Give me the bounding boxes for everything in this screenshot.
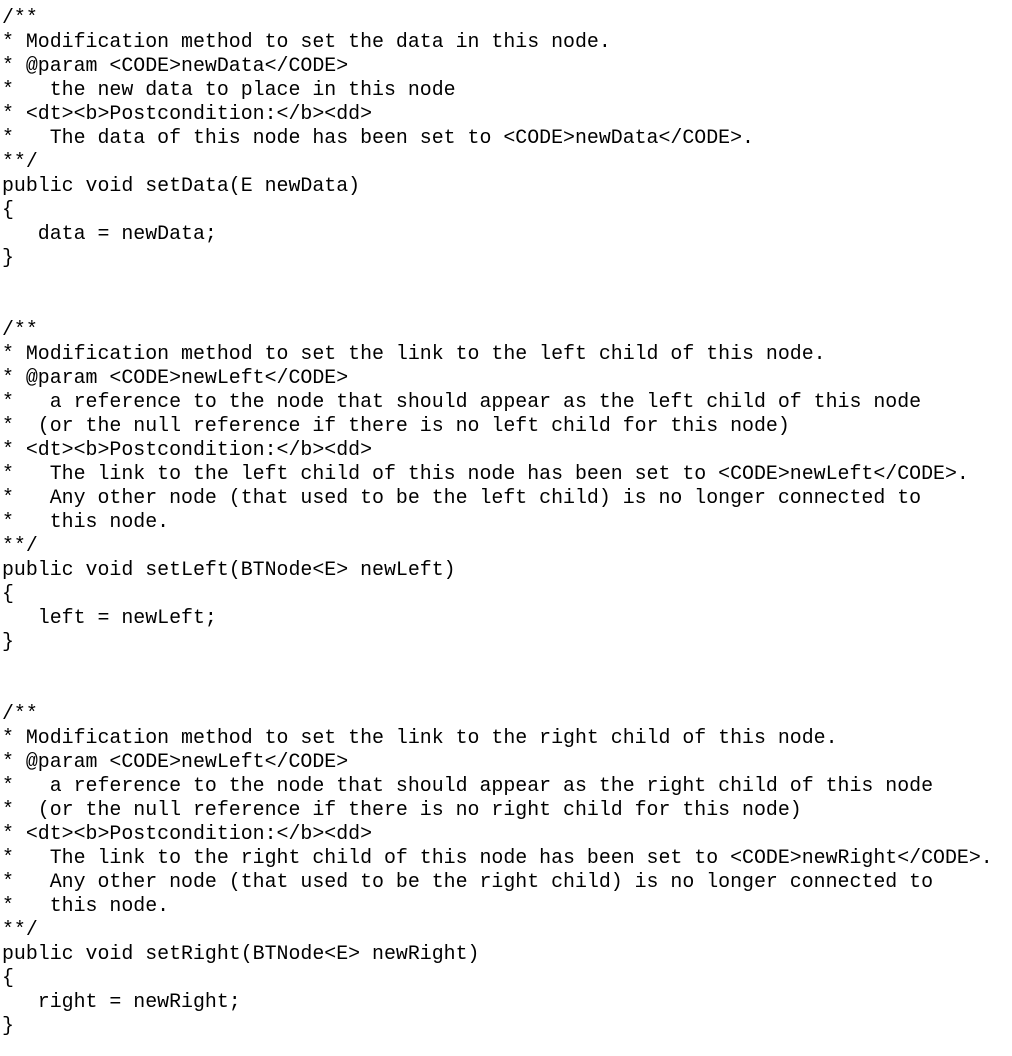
code-line: * Modification method to set the data in this node. [2,30,611,53]
code-line [2,678,993,702]
code-line [2,294,993,318]
code-line: public void setRight(BTNode<E> newRight) [2,942,480,965]
code-line: data = newData; [2,222,217,245]
code-line: * @param <CODE>newData</CODE> [2,54,349,77]
code-line: **/ [2,918,38,941]
code-line [2,654,993,678]
code-line: * Any other node (that used to be the left child) is no longer connected to [2,486,922,509]
code-line: * (or the null reference if there is no right child for this node) [2,798,802,821]
code-line: public void setLeft(BTNode<E> newLeft) [2,558,456,581]
code-line: **/ [2,150,38,173]
code-line: * <dt><b>Postcondition:</b><dd> [2,438,373,461]
code-line: * this node. [2,894,170,917]
code-line: } [2,630,14,653]
code-line: /** [2,318,38,341]
code-line: * a reference to the node that should appear as the right child of this node [2,774,934,797]
code-line: { [2,966,14,989]
code-line: * The link to the right child of this node has been set to <CODE>newRight</CODE>. [2,846,993,869]
code-listing [2,6,993,1038]
code-line: { [2,582,14,605]
code-line: * <dt><b>Postcondition:</b><dd> [2,102,373,125]
code-line: * this node. [2,510,170,533]
code-line: left = newLeft; [2,606,217,629]
code-line: { [2,198,14,221]
code-line: * (or the null reference if there is no left child for this node) [2,414,790,437]
code-line: * The data of this node has been set to <CODE>newData</CODE>. [2,126,754,149]
code-line: } [2,1014,14,1037]
code-line: * the new data to place in this node [2,78,456,101]
code-line: * a reference to the node that should appear as the left child of this node [2,390,922,413]
code-line: * <dt><b>Postcondition:</b><dd> [2,822,373,845]
code-line [2,270,993,294]
code-line: * @param <CODE>newLeft</CODE> [2,750,349,773]
code-line: right = newRight; [2,990,241,1013]
code-line: /** [2,6,38,29]
code-line: * @param <CODE>newLeft</CODE> [2,366,349,389]
code-line: * Modification method to set the link to the left child of this node. [2,342,826,365]
code-line: **/ [2,534,38,557]
code-line: * The link to the left child of this node has been set to <CODE>newLeft</CODE>. [2,462,969,485]
code-line: public void setData(E newData) [2,174,361,197]
code-line: * Any other node (that used to be the right child) is no longer connected to [2,870,934,893]
code-line: /** [2,702,38,725]
code-line: * Modification method to set the link to the right child of this node. [2,726,838,749]
code-line: } [2,246,14,269]
